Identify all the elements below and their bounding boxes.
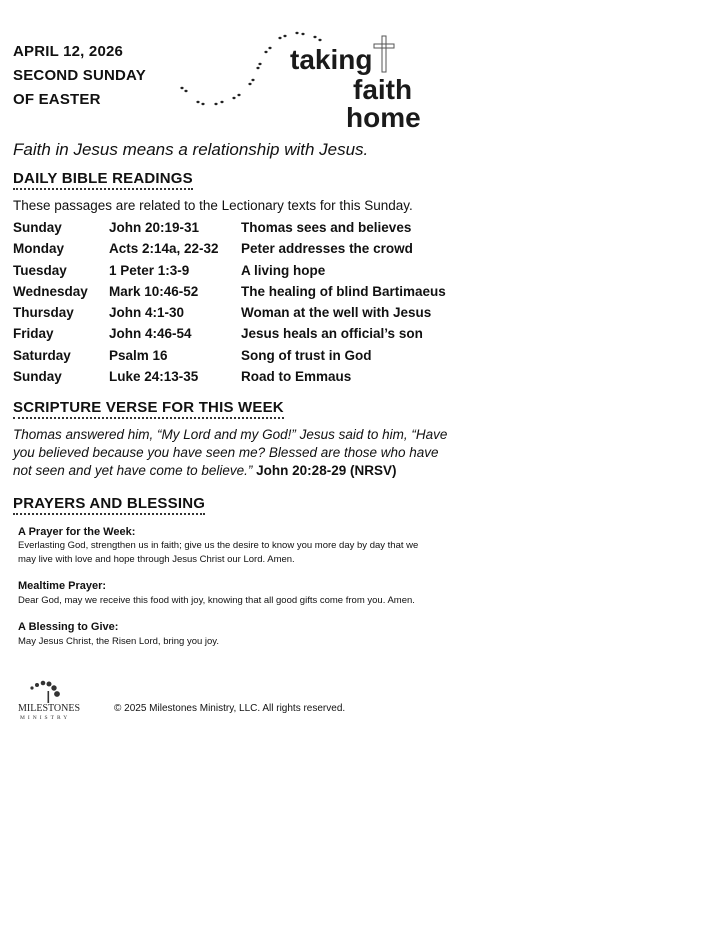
reading-reference: John 20:19-31 (109, 220, 200, 235)
reading-reference: Psalm 16 (109, 347, 168, 363)
blessing-title: A Blessing to Give: (18, 621, 119, 633)
reading-row (13, 220, 473, 241)
copyright-text: © 2025 Milestones Ministry, LLC. All rights reserved. (114, 703, 346, 714)
milestones-dots-icon (18, 677, 78, 703)
reading-reference: Mark 10:46-52 (109, 283, 199, 299)
occasion-line-2: OF EASTER (13, 91, 101, 108)
reading-title: Road to Emmaus (241, 369, 352, 385)
reading-day: Sunday (13, 369, 62, 385)
reading-title: Thomas sees and believes (241, 220, 412, 235)
reading-title: Peter addresses the crowd (241, 241, 413, 257)
reading-day: Friday (13, 326, 54, 342)
scripture-text: Thomas answered him, “My Lord and my God!” Jesus said to him, “Have you believed because you have seen me? Blessed are those who have not seen and yet have come to believe.” (13, 427, 448, 478)
reading-row (13, 369, 473, 390)
occasion-line-1: SECOND SUNDAY (13, 67, 146, 84)
reading-row (13, 305, 473, 326)
reading-day: Tuesday (13, 262, 67, 278)
reading-title: Woman at the well with Jesus (241, 305, 432, 321)
reading-title: The healing of blind Bartimaeus (241, 283, 446, 299)
scripture-verse (13, 426, 453, 480)
reading-title: Song of trust in God (241, 347, 372, 363)
reading-day: Thursday (13, 305, 74, 321)
prayer-week-line-1: Everlasting God, strengthen us in faith; give us the desire to know you more day by day that we (18, 540, 419, 551)
logo-word-taking: taking (290, 44, 373, 75)
mealtime-prayer-text: Dear God, may we receive this food with joy, knowing that all good gifts come from you. Amen. (18, 595, 415, 606)
blessing-text: May Jesus Christ, the Risen Lord, bring you joy. (18, 636, 219, 647)
mealtime-prayer-title: Mealtime Prayer: (18, 580, 107, 592)
logo-word-faith: faith (353, 74, 413, 105)
reading-row (13, 263, 473, 284)
tagline: Faith in Jesus means a relationship with Jesus. (13, 140, 369, 159)
reading-day: Monday (13, 241, 65, 257)
reading-reference: Luke 24:13-35 (109, 369, 199, 385)
reading-day: Wednesday (13, 283, 88, 299)
readings-table (13, 220, 473, 390)
reading-day: Saturday (13, 347, 71, 363)
prayers-heading: PRAYERS AND BLESSING (13, 495, 205, 515)
reading-row (13, 348, 473, 369)
readings-intro: These passages are related to the Lectionary texts for this Sunday. (13, 198, 413, 213)
reading-reference: John 4:46-54 (109, 326, 192, 342)
taking-faith-home-logo (170, 26, 440, 134)
reading-reference: Acts 2:14a, 22-32 (109, 241, 219, 257)
footer-brand: MILESTONES (18, 703, 81, 714)
reading-title: Jesus heals an official’s son (241, 326, 423, 342)
milestones-logo (18, 677, 81, 723)
reading-row (13, 241, 473, 262)
scripture-citation: John 20:28-29 (NRSV) (256, 463, 397, 478)
reading-row (13, 284, 473, 305)
reading-row (13, 326, 473, 347)
reading-reference: 1 Peter 1:3-9 (109, 262, 190, 278)
date-text: APRIL 12, 2026 (13, 43, 124, 60)
cross-icon (372, 34, 396, 74)
date-header (13, 40, 146, 112)
logo-word-home: home (346, 102, 421, 133)
reading-reference: John 4:1-30 (109, 305, 185, 321)
reading-day: Sunday (13, 220, 62, 235)
footer-brand-sub: MINISTRY (20, 715, 71, 721)
scripture-heading: SCRIPTURE VERSE FOR THIS WEEK (13, 399, 284, 419)
readings-heading: DAILY BIBLE READINGS (13, 170, 193, 190)
reading-title: A living hope (241, 262, 326, 278)
prayer-week-line-2: may live with love and hope through Jesus Christ our Lord. Amen. (18, 554, 295, 565)
prayer-week-title: A Prayer for the Week: (18, 526, 136, 538)
